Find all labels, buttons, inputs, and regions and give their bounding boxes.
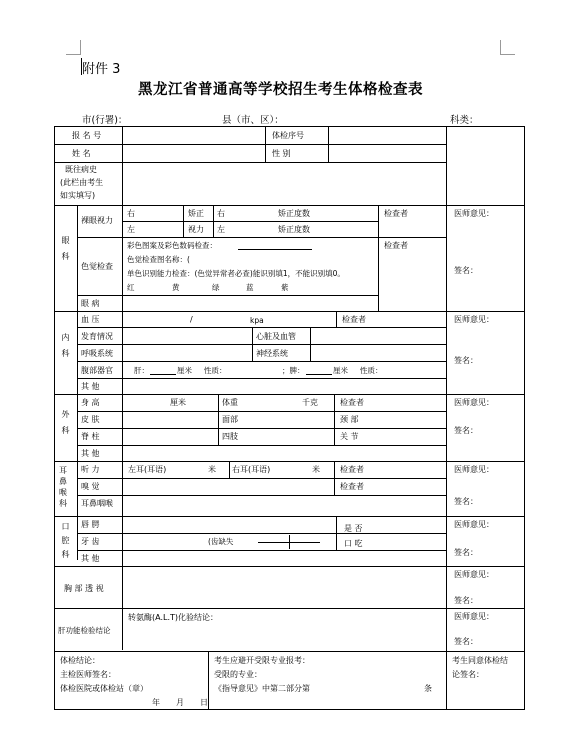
- hospital-stamp-label: 体检医院或体检站（章）: [60, 684, 148, 693]
- date-year: 年: [152, 698, 160, 707]
- face-label: 面部: [222, 415, 238, 424]
- internal-examiner: 检查者: [342, 315, 366, 324]
- row-line: [54, 162, 446, 163]
- height-unit: 厘米: [170, 398, 186, 407]
- agree-label-2: 论签名：: [452, 670, 484, 679]
- height-label: 身 高: [81, 398, 100, 407]
- tooth-chart-line: [289, 535, 290, 549]
- gender-label: 性 别: [272, 149, 291, 158]
- row-line: [77, 428, 446, 429]
- label-column-divider: [122, 126, 123, 206]
- internal-other-label: 其 他: [81, 382, 100, 391]
- history-label-2: (此栏由考生: [60, 178, 104, 187]
- row-line: [77, 327, 446, 328]
- naked-vision-label: 裸眼视力: [81, 216, 113, 225]
- section-column-divider: [77, 205, 78, 560]
- color-purple: 紫: [281, 283, 289, 292]
- history-label-3: 如实填写): [60, 191, 96, 200]
- chief-doctor-label: 主检医师签名：: [60, 670, 116, 679]
- color-vision-test-3: 单色识别能力检查：(色觉异常者必查)能识别填1，不能识别填0。: [127, 269, 345, 278]
- eye-signature: 签名：: [454, 266, 478, 275]
- cell-divider: [328, 126, 329, 162]
- crop-mark-top-right: [500, 40, 515, 55]
- section-line: [54, 311, 525, 312]
- section-line: [54, 566, 525, 567]
- reg-no-label: 报 名 号: [72, 131, 102, 140]
- county-label: 县（市、区）：: [222, 115, 284, 126]
- right-ear-unit: 米: [312, 465, 320, 474]
- cell-divider: [310, 327, 311, 361]
- ent-examiner-2: 检查者: [340, 482, 364, 491]
- name-label: 姓 名: [72, 149, 91, 158]
- missing-teeth-label: (齿缺失: [208, 537, 234, 546]
- cell-divider: [229, 461, 230, 478]
- guidance-ref: 《指导意见》中第二部分第: [214, 684, 310, 693]
- liver-quality: 性质：: [204, 366, 227, 375]
- corr-right-label: 右: [217, 209, 225, 218]
- color-green: 绿: [212, 283, 220, 292]
- stutter-label-1: 是 否: [344, 524, 363, 533]
- section-line: [54, 651, 525, 652]
- row-line: [77, 378, 446, 379]
- internal-signature: 签名：: [454, 356, 478, 365]
- date-day: 日: [200, 698, 208, 707]
- restricted-majors-label: 考生应避开受限专业报考：: [214, 656, 310, 665]
- restricted-major-list: 受限的专业：: [214, 670, 262, 679]
- spine-label: 脊 柱: [81, 432, 100, 441]
- joints-label: 关 节: [340, 432, 359, 441]
- abdomen-label: 腹部器官: [81, 366, 113, 375]
- chest-signature: 签名：: [454, 596, 478, 605]
- surgery-doctor-opinion: 医师意见：: [454, 398, 494, 407]
- corr-degree-label-2: 矫正度数: [278, 225, 310, 234]
- row-line: [77, 445, 446, 446]
- ent-signature: 签名：: [454, 497, 478, 506]
- row-line: [77, 533, 446, 534]
- liver-unit: 厘米: [177, 366, 192, 375]
- page-title: 黑龙江省普通高等学校招生考生体格检查表: [138, 82, 423, 98]
- subject-label: 科类：: [450, 115, 479, 126]
- internal-doctor-opinion: 医师意见：: [454, 315, 494, 324]
- teeth-label: 牙 齿: [81, 537, 100, 546]
- surgery-signature: 签名：: [454, 426, 478, 435]
- fill-line: [306, 374, 332, 375]
- chest-doctor-opinion: 医师意见：: [454, 570, 494, 579]
- corrected-vision-label-2: 视力: [188, 225, 204, 234]
- row-line: [77, 495, 446, 496]
- liver-function-label: 肝功能检验结论: [58, 626, 111, 635]
- spleen-quality: 性质：: [360, 366, 383, 375]
- ent-doctor-opinion: 医师意见：: [454, 465, 494, 474]
- dental-section-label: 口腔科: [61, 522, 70, 564]
- row-line: [77, 411, 446, 412]
- exam-no-label: 体检序号: [272, 131, 304, 140]
- bp-unit: kpa: [250, 316, 264, 325]
- right-ear-label: 右耳(耳语): [232, 465, 271, 474]
- agree-label-1: 考生同意体检结: [452, 656, 508, 665]
- crop-mark-top-left: [66, 40, 81, 55]
- left-ear-unit: 米: [208, 465, 216, 474]
- liver-label: 肝：: [134, 366, 149, 375]
- cell-divider: [336, 516, 337, 550]
- eye-doctor-opinion: 医师意见：: [454, 209, 494, 218]
- throat-label: 耳鼻咽喉: [81, 499, 113, 508]
- corrected-vision-label-1: 矫正: [188, 209, 204, 218]
- eye-examiner-1: 检查者: [384, 209, 408, 218]
- footer-divider: [446, 651, 447, 710]
- color-yellow: 黄: [172, 283, 180, 292]
- row-line: [77, 237, 446, 238]
- fill-line: [150, 374, 176, 375]
- city-label: 市(行署)：: [82, 115, 128, 126]
- date-month: 月: [176, 698, 184, 707]
- surgery-section-label: 外科: [61, 410, 70, 442]
- naked-left-label: 左: [127, 225, 135, 234]
- cell-divider: [252, 327, 253, 361]
- liver-doctor-opinion: 医师意见：: [454, 612, 494, 621]
- section-line: [54, 461, 525, 462]
- dental-other-label: 其 他: [81, 554, 100, 563]
- smell-label: 嗅 觉: [81, 482, 100, 491]
- conclusion-label: 体检结论：: [60, 656, 100, 665]
- dental-signature: 签名：: [454, 548, 478, 557]
- history-label-1: 既往病史: [65, 165, 97, 174]
- nervous-label: 神经系统: [256, 349, 288, 358]
- color-blue: 蓝: [246, 283, 254, 292]
- dental-doctor-opinion: 医师意见：: [454, 520, 494, 529]
- spleen-label: ；脾：: [282, 366, 305, 375]
- row-line: [77, 295, 378, 296]
- fill-line: [238, 249, 312, 250]
- lips-label: 唇 腭: [81, 520, 100, 529]
- alt-test-label: 转氨酶(A.L.T)化验结论：: [128, 613, 219, 622]
- row-line: [77, 361, 446, 362]
- bp-separator: /: [190, 315, 193, 324]
- left-ear-label: 左耳(耳语): [128, 465, 167, 474]
- surgery-other-label: 其 他: [81, 449, 100, 458]
- skin-label: 皮 肤: [81, 415, 100, 424]
- stutter-label-2: 口 吃: [344, 539, 363, 548]
- row-line: [54, 144, 446, 145]
- row-line: [77, 550, 446, 551]
- section-line: [54, 608, 525, 609]
- attachment-label: 附件 3: [82, 62, 121, 77]
- color-vision-test-2: 色觉检查图名称：(: [127, 255, 190, 264]
- heart-label: 心脏及血管: [256, 332, 296, 341]
- row-line: [122, 221, 378, 222]
- row-line: [77, 344, 446, 345]
- weight-label: 体重: [222, 398, 238, 407]
- guidance-clause: 条: [424, 684, 432, 693]
- cell-divider: [336, 311, 337, 327]
- internal-section-label: 内科: [61, 333, 70, 365]
- color-vision-test-1: 彩色图案及彩色数码检查：: [127, 241, 217, 250]
- eye-section-label: 眼科: [61, 236, 70, 268]
- cell-divider: [378, 205, 379, 311]
- corr-degree-label-1: 矫正度数: [278, 209, 310, 218]
- eye-disease-label: 眼 病: [81, 299, 100, 308]
- ent-section-label: 耳鼻喉科: [59, 466, 67, 508]
- ent-examiner-1: 检查者: [340, 465, 364, 474]
- chest-xray-label: 胸 部 透 视: [64, 584, 104, 593]
- eye-examiner-2: 检查者: [384, 241, 408, 250]
- section-line: [54, 516, 525, 517]
- spleen-unit: 厘米: [333, 366, 348, 375]
- surgery-examiner: 检查者: [340, 398, 364, 407]
- bp-label: 血 压: [81, 315, 100, 324]
- cell-divider: [334, 394, 335, 445]
- section-line: [54, 394, 525, 395]
- weight-unit: 千克: [302, 398, 318, 407]
- cell-divider: [265, 126, 266, 162]
- limbs-label: 四肢: [222, 432, 238, 441]
- section-line: [54, 205, 525, 206]
- naked-right-label: 右: [127, 209, 135, 218]
- cell-divider: [218, 394, 219, 445]
- cell-divider: [334, 461, 335, 495]
- footer-divider: [208, 651, 209, 710]
- respiratory-label: 呼吸系统: [81, 349, 113, 358]
- row-line: [77, 478, 446, 479]
- color-vision-label: 色觉检查: [81, 262, 113, 271]
- neck-label: 颈 部: [340, 415, 359, 424]
- hearing-label: 听 力: [81, 465, 100, 474]
- corr-left-label: 左: [217, 225, 225, 234]
- liver-signature: 签名：: [454, 637, 478, 646]
- development-label: 发育情况: [81, 332, 113, 341]
- color-red: 红: [127, 283, 135, 292]
